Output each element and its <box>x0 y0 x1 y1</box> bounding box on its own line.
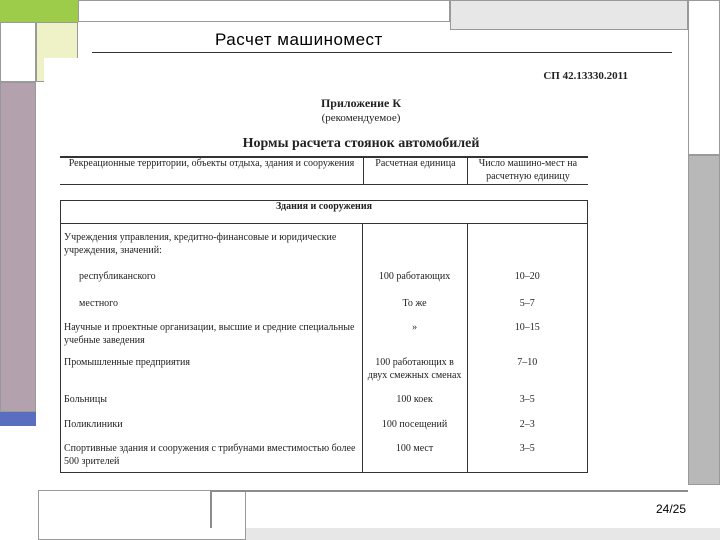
section-heading: Здания и сооружения <box>61 201 588 224</box>
row-count: 10–20 <box>467 257 587 284</box>
decor-block-green <box>0 0 78 22</box>
row-count: 7–10 <box>467 347 587 382</box>
row-unit: 100 коек <box>362 382 467 407</box>
table-row <box>61 382 588 407</box>
decor-block-mauve <box>0 82 36 412</box>
norms-table <box>60 200 588 473</box>
table-row <box>61 347 588 382</box>
table-row <box>61 407 588 432</box>
decor-frame-right <box>688 0 720 155</box>
document-heading: Нормы расчета стоянок автомобилей <box>242 136 480 151</box>
appendix-note: (рекомендуемое) <box>321 112 401 124</box>
bottom-rule <box>210 490 688 492</box>
row-name: Научные и проектные организации, высшие и средние специальные учебные заведения <box>64 322 355 346</box>
row-unit: 100 посещений <box>362 407 467 432</box>
row-count: 3–5 <box>467 382 587 407</box>
decor-block-bottom <box>246 528 720 540</box>
row-name: Поликлиники <box>64 418 123 430</box>
column-header-objects: Рекреационные территории, объекты отдыха, здания и сооружения <box>60 157 363 185</box>
table-row <box>61 224 588 258</box>
row-name: местного <box>79 297 119 309</box>
table-row <box>61 310 588 347</box>
document-code: СП 42.13330.2011 <box>543 70 628 82</box>
row-count: 10–15 <box>467 310 587 347</box>
table-row <box>61 284 588 311</box>
row-name: Промышленные предприятия <box>64 357 190 368</box>
row-name: Больницы <box>64 394 107 405</box>
column-header-unit: Расчетная единица <box>363 157 467 185</box>
row-count: 2–3 <box>467 407 587 432</box>
decor-block-right-gray <box>688 155 720 485</box>
row-unit: То же <box>362 284 467 311</box>
table-row <box>61 431 588 473</box>
row-unit: 100 работающих <box>362 257 467 284</box>
decor-frame-bottom-left <box>38 490 246 540</box>
row-unit: 100 мест <box>362 431 467 473</box>
slide-title: Расчет машиномест <box>215 30 383 49</box>
column-header-count: Число машино-мест на расчетную единицу <box>467 157 588 185</box>
bottom-rule-vertical <box>210 490 212 528</box>
title-underline <box>92 52 672 53</box>
row-count <box>467 224 587 258</box>
row-unit <box>362 224 467 258</box>
header-table <box>60 156 588 185</box>
row-count: 3–5 <box>467 431 587 473</box>
decor-block-top-right <box>450 0 688 30</box>
decor-frame-top <box>78 0 450 22</box>
row-unit: » <box>362 310 467 347</box>
slide-number: 24/25 <box>655 502 686 516</box>
decor-frame-left <box>0 22 36 82</box>
decor-block-blue <box>0 412 36 426</box>
table-row <box>61 257 588 284</box>
row-count: 5–7 <box>467 284 587 311</box>
row-name: республиканского <box>79 271 156 282</box>
row-name: Спортивные здания и сооружения с трибунами вместимостью более 500 зрителей <box>64 443 356 467</box>
row-unit: 100 работающих в двух смежных сменах <box>362 347 467 382</box>
appendix-title: Приложение К <box>320 96 402 110</box>
document-scan <box>44 58 678 490</box>
row-name: Учреждения управления, кредитно-финансовые и юридические учреждения, значений: <box>64 232 337 256</box>
